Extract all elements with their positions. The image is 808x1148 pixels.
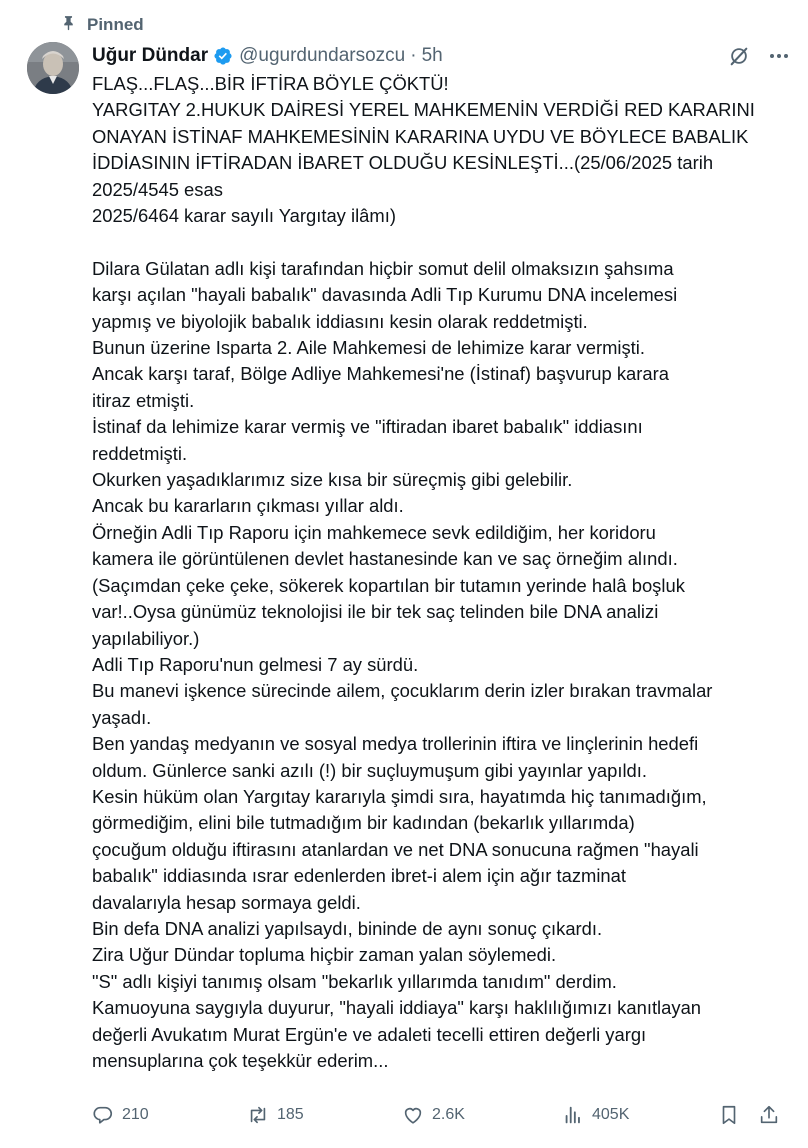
tweet-line: Zira Uğur Dündar topluma hiçbir zaman yalan söylemedi. xyxy=(92,944,557,966)
bookmark-icon xyxy=(718,1104,740,1126)
bookmark-button[interactable] xyxy=(718,1100,740,1130)
tweet-line: Örneğin Adli Tıp Raporu için mahkemece sevk edildiğim, her koridoru xyxy=(92,521,656,543)
tweet-line: babalık" iddiasında ısrar edenlerden ibret-i alem için ağır tazminat xyxy=(92,865,627,887)
tweet-line: yapmış ve biyolojik babalık iddiasını kesin olarak reddetmişti. xyxy=(92,310,588,332)
views-icon xyxy=(562,1104,584,1126)
tweet-line: YARGITAY 2.HUKUK DAİRESİ YEREL MAHKEMENİN VERDİĞİ RED KARARINI xyxy=(92,99,755,121)
tweet-line: Okurken yaşadıklarımız size kısa bir süreçmiş gibi gelebilir. xyxy=(92,469,573,491)
tweet-line: ONAYAN İSTİNAF MAHKEMESİNİN KARARINA UYDU VE BÖYLECE BABALIK xyxy=(92,125,749,147)
repost-count: 185 xyxy=(277,1106,304,1123)
pinned-label: Pinned xyxy=(87,15,144,34)
tweet-line: mensuplarına çok teşekkür ederim... xyxy=(92,1050,389,1072)
tweet-line xyxy=(92,229,792,255)
tweet-line: karşı açılan "hayali babalık" davasında Adli Tıp Kurumu DNA incelemesi xyxy=(92,284,678,306)
share-icon xyxy=(758,1104,780,1126)
tweet-line: İstinaf da lehimize karar vermiş ve "iftiradan ibaret babalık" iddiasını xyxy=(92,416,643,438)
tweet-line: 2025/6464 karar sayılı Yargıtay ilâmı) xyxy=(92,205,396,227)
pin-icon xyxy=(60,14,77,36)
tweet-line: (Saçımdan çeke çeke, sökerek kopartılan bir tutamın yerinde halâ boşluk xyxy=(92,574,685,596)
reply-count: 210 xyxy=(122,1106,149,1123)
tweet-line: oldum. Günlerce sanki azılı (!) bir suçluymuşum gibi yayınlar yapıldı. xyxy=(92,759,647,781)
like-count: 2.6K xyxy=(432,1106,465,1123)
avatar[interactable] xyxy=(27,42,79,94)
tweet-line: Bin defa DNA analizi yapılsaydı, bininde de aynı sonuç çıkardı. xyxy=(92,917,603,939)
tweet-line: değerli Avukatım Murat Ergün'e ve adaleti tecelli ettiren değerli yargı xyxy=(92,1023,647,1045)
tweet-line: İDDİASININ İFTİRADAN İBARET OLDUĞU KESİNLEŞTİ...(25/06/2025 tarih xyxy=(92,152,714,174)
tweet-header xyxy=(92,42,788,70)
tweet-line: "S" adlı kişiyi tanımış olsam "bekarlık yıllarımda tanıdım" derdim. xyxy=(92,970,617,992)
tweet-line: yaşadı. xyxy=(92,706,152,728)
tweet-line: Bu manevi işkence sürecinde ailem, çocuklarım derin izler bırakan travmalar xyxy=(92,680,713,702)
handle[interactable]: @ugurdundarsozcu xyxy=(239,45,406,66)
repost-button[interactable] xyxy=(247,1100,304,1130)
tweet-text xyxy=(92,71,792,1074)
tweet-line: Ancak karşı taraf, Bölge Adliye Mahkemesi'ne (İstinaf) başvurup karara xyxy=(92,363,669,385)
tweet-line: çocuğum olduğu iftirasını atanlardan ve net DNA sonucuna rağmen "hayali xyxy=(92,838,699,860)
tweet-line: Kamuoyuna saygıyla duyurur, "hayali iddiaya" karşı haklılığımızı kanıtlayan xyxy=(92,997,702,1019)
timestamp[interactable]: 5h xyxy=(421,45,443,66)
tweet-line: yapılabiliyor.) xyxy=(92,627,200,649)
verified-badge-icon xyxy=(213,46,233,66)
repost-icon xyxy=(247,1104,269,1126)
tweet-line: itiraz etmişti. xyxy=(92,389,195,411)
tweet-line: Dilara Gülatan adlı kişi tarafından hiçbir somut delil olmaksızın şahsıma xyxy=(92,257,674,279)
heart-icon xyxy=(402,1104,424,1126)
like-button[interactable] xyxy=(402,1100,465,1130)
grok-icon[interactable] xyxy=(728,45,750,67)
more-options-icon[interactable] xyxy=(770,50,788,62)
tweet-line: Adli Tıp Raporu'nun gelmesi 7 ay sürdü. xyxy=(92,653,419,675)
tweet-line: Bunun üzerine Isparta 2. Aile Mahkemesi de lehimize karar vermişti. xyxy=(92,337,645,359)
share-button[interactable] xyxy=(758,1100,780,1130)
tweet-line: var!..Oysa günümüz teknolojisi ile bir tek saç telinden bile DNA analizi xyxy=(92,601,659,623)
views-button[interactable] xyxy=(562,1100,629,1130)
tweet-line: davalarıyla hesap sormaya geldi. xyxy=(92,891,361,913)
tweet-line: Ben yandaş medyanın ve sosyal medya trollerinin iftira ve linçlerinin hedefi xyxy=(92,733,699,755)
tweet-line: görmediğim, elini bile tutmadığım bir kadından (bekarlık yıllarımda) xyxy=(92,812,635,834)
tweet-line: FLAŞ...FLAŞ...BİR İFTİRA BÖYLE ÇÖKTÜ! xyxy=(92,73,449,94)
views-count: 405K xyxy=(592,1106,630,1123)
reply-icon xyxy=(92,1104,114,1126)
tweet-line: Ancak bu kararların çıkması yıllar aldı. xyxy=(92,495,404,517)
pinned-indicator xyxy=(60,12,144,38)
separator: · xyxy=(410,45,417,66)
tweet-line: 2025/4545 esas xyxy=(92,178,223,200)
display-name[interactable]: Uğur Dündar xyxy=(92,45,209,66)
reply-button[interactable] xyxy=(92,1100,149,1130)
tweet-line: kamera ile görüntülenen devlet hastanesinde kan ve saç örneğim alındı. xyxy=(92,548,678,570)
action-bar xyxy=(92,1100,788,1130)
tweet-line: Kesin hüküm olan Yargıtay kararıyla şimdi sıra, hayatımda hiç tanımadığım, xyxy=(92,785,707,807)
tweet-line: reddetmişti. xyxy=(92,442,188,464)
